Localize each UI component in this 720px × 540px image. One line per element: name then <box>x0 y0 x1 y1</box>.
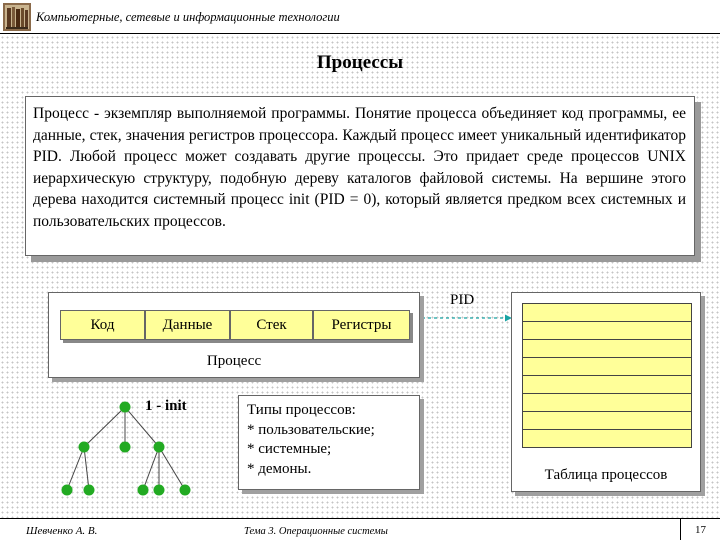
tree-node <box>154 485 165 496</box>
footer-topic: Тема 3. Операционные системы <box>244 526 388 537</box>
segment-stack: Стек <box>230 310 313 340</box>
course-title: Компьютерные, сетевые и информационные технологии <box>36 10 340 24</box>
segment-data: Данные <box>145 310 230 340</box>
process-types-title: Типы процессов: <box>247 402 356 418</box>
table-row <box>522 393 692 412</box>
segment-registers: Регистры <box>313 310 410 340</box>
definition-text-box: Процесс - экземпляр выполняемой программы. Понятие процесса объединяет код программы, ее данные, стек, значения регистров процессора. Каждый процесс имеет уникальный идентификатор PID. Любой процесс может создавать другие процессы. Это придает среде процессов UNIX иерархическую структуру, подобную дереву каталогов файловой системы. На вершине этого дерева находится системный процесс init (PID = 0), который является предком всех системных и пользовательских процессов. <box>25 96 695 256</box>
table-row <box>522 303 692 322</box>
tree-node <box>180 485 191 496</box>
process-table-label: Таблица процессов <box>544 467 668 483</box>
process-type-item: * пользовательские; <box>247 421 375 438</box>
tree-node-root <box>120 402 131 413</box>
table-row <box>522 411 692 430</box>
table-row <box>522 321 692 340</box>
init-label: 1 - init <box>145 398 187 414</box>
footer-bar <box>0 518 720 540</box>
process-types-box <box>238 395 420 490</box>
table-row <box>522 357 692 376</box>
pid-label: PID <box>450 292 475 308</box>
table-row <box>522 375 692 394</box>
tree-node <box>84 485 95 496</box>
tree-node <box>154 442 165 453</box>
slide-title: Процессы <box>316 52 404 73</box>
tree-node <box>120 442 131 453</box>
tree-node <box>138 485 149 496</box>
table-row <box>522 429 692 448</box>
process-label: Процесс <box>206 353 262 369</box>
header-bar <box>0 0 720 34</box>
books-logo-icon <box>3 3 31 31</box>
table-row <box>522 339 692 358</box>
tree-node <box>62 485 73 496</box>
segment-code: Код <box>60 310 145 340</box>
process-type-item: * демоны. <box>247 460 312 477</box>
process-type-item: * системные; <box>247 441 332 457</box>
tree-node <box>79 442 90 453</box>
footer-author: Шевченко А. В. <box>26 525 98 537</box>
page-number: 17 <box>680 519 720 540</box>
process-table-box <box>511 292 701 492</box>
